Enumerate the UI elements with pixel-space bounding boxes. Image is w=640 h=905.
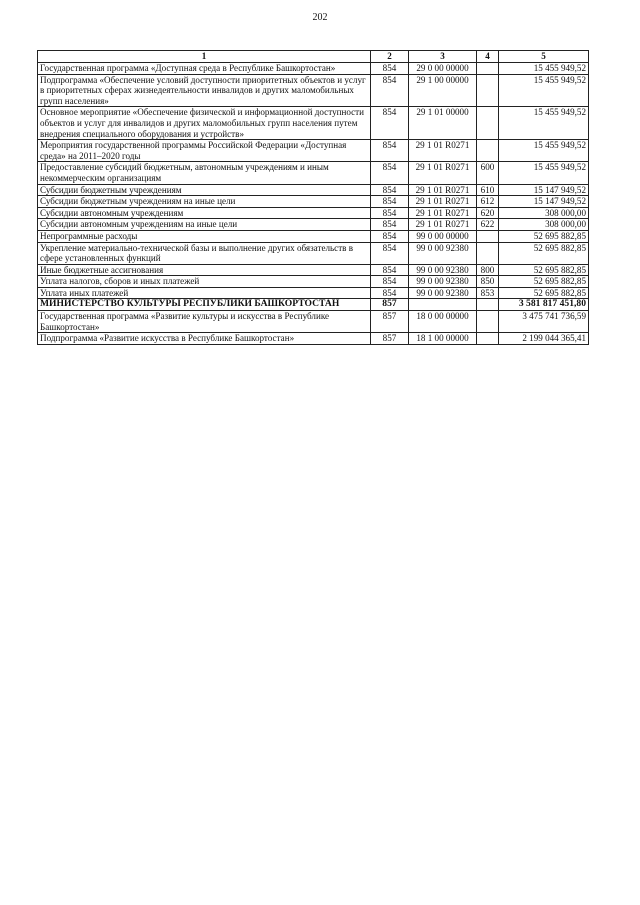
table-row [38, 276, 589, 288]
row-csr-cell: 29 1 01 R0271 [409, 184, 477, 196]
row-vr-cell [477, 140, 499, 162]
row-vr-cell: 853 [477, 287, 499, 299]
table-row [38, 140, 589, 162]
row-sum-cell: 15 147 949,52 [499, 196, 589, 208]
row-csr-cell: 29 1 01 R0271 [409, 196, 477, 208]
page-number: 202 [312, 12, 328, 23]
row-sum-cell: 52 695 882,85 [499, 242, 589, 264]
row-ved-cell: 854 [371, 184, 409, 196]
row-name-cell: Субсидии автономным учреждениям [38, 207, 371, 219]
row-sum-cell: 3 475 741 736,59 [499, 311, 589, 333]
table-row [38, 311, 589, 333]
table-row [38, 162, 589, 184]
row-name-cell: Непрограммные расходы [38, 230, 371, 242]
row-name-cell: МИНИСТЕРСТВО КУЛЬТУРЫ РЕСПУБЛИКИ БАШКОРТОСТАН [38, 299, 371, 311]
table-row [38, 230, 589, 242]
row-name-cell: Мероприятия государственной программы Российской Федерации «Доступная среда» на 2011–2020 годы [38, 140, 371, 162]
header-col-5: 5 [499, 51, 589, 63]
table-row [38, 333, 589, 345]
row-sum-cell: 52 695 882,85 [499, 276, 589, 288]
row-sum-cell: 52 695 882,85 [499, 264, 589, 276]
row-csr-cell: 29 1 01 R0271 [409, 207, 477, 219]
row-ved-cell: 854 [371, 287, 409, 299]
row-name-cell: Подпрограмма «Обеспечение условий доступности приоритетных объектов и услуг в приоритетных сферах жизнедеятельности инвалидов и других маломобильных групп населения» [38, 74, 371, 107]
row-csr-cell: 29 1 01 00000 [409, 107, 477, 140]
table-row [38, 242, 589, 264]
row-sum-cell: 52 695 882,85 [499, 287, 589, 299]
row-ved-cell: 854 [371, 207, 409, 219]
row-vr-cell: 622 [477, 219, 499, 231]
row-sum-cell: 15 455 949,52 [499, 63, 589, 75]
row-name-cell: Предоставление субсидий бюджетным, автономным учреждениям и иным некоммерческим организациям [38, 162, 371, 184]
row-csr-cell: 29 1 00 00000 [409, 74, 477, 107]
row-ved-cell: 854 [371, 140, 409, 162]
row-csr-cell: 99 0 00 00000 [409, 230, 477, 242]
table-row [38, 264, 589, 276]
table-header-row [38, 51, 589, 63]
row-ved-cell: 857 [371, 299, 409, 311]
row-ved-cell: 854 [371, 230, 409, 242]
row-vr-cell: 800 [477, 264, 499, 276]
row-vr-cell [477, 63, 499, 75]
row-sum-cell: 15 455 949,52 [499, 74, 589, 107]
row-csr-cell: 29 1 01 R0271 [409, 140, 477, 162]
row-name-cell: Основное мероприятие «Обеспечение физической и информационной доступности объектов и услуг для инвалидов и других маломобильных групп населения путем внедрения специального оборудования и устройств» [38, 107, 371, 140]
row-sum-cell: 52 695 882,85 [499, 230, 589, 242]
row-name-cell: Уплата иных платежей [38, 287, 371, 299]
table-row [38, 74, 589, 107]
row-name-cell: Укрепление материально-технической базы и выполнение других обязательств в сфере установленных функций [38, 242, 371, 264]
row-name-cell: Уплата налогов, сборов и иных платежей [38, 276, 371, 288]
table-row [38, 63, 589, 75]
row-vr-cell [477, 333, 499, 345]
row-name-cell: Субсидии бюджетным учреждениям [38, 184, 371, 196]
header-col-2: 2 [371, 51, 409, 63]
row-csr-cell: 18 0 00 00000 [409, 311, 477, 333]
row-sum-cell: 15 147 949,52 [499, 184, 589, 196]
table-row [38, 107, 589, 140]
row-ved-cell: 854 [371, 219, 409, 231]
row-csr-cell [409, 299, 477, 311]
table-row [38, 287, 589, 299]
header-col-3: 3 [409, 51, 477, 63]
budget-table [37, 50, 589, 345]
table-row [38, 196, 589, 208]
row-csr-cell: 29 0 00 00000 [409, 63, 477, 75]
row-vr-cell [477, 242, 499, 264]
row-name-cell: Субсидии автономным учреждениям на иные цели [38, 219, 371, 231]
row-vr-cell: 610 [477, 184, 499, 196]
header-col-4: 4 [477, 51, 499, 63]
row-vr-cell: 612 [477, 196, 499, 208]
row-ved-cell: 854 [371, 63, 409, 75]
table-row [38, 219, 589, 231]
row-csr-cell: 29 1 01 R0271 [409, 219, 477, 231]
table-row [38, 207, 589, 219]
row-ved-cell: 854 [371, 162, 409, 184]
row-csr-cell: 99 0 00 92380 [409, 264, 477, 276]
row-ved-cell: 857 [371, 333, 409, 345]
row-csr-cell: 99 0 00 92380 [409, 287, 477, 299]
row-vr-cell: 850 [477, 276, 499, 288]
row-name-cell: Государственная программа «Развитие культуры и искусства в Республике Башкортостан» [38, 311, 371, 333]
table-row [38, 299, 589, 311]
row-csr-cell: 99 0 00 92380 [409, 276, 477, 288]
row-vr-cell [477, 299, 499, 311]
row-ved-cell: 854 [371, 264, 409, 276]
row-name-cell: Подпрограмма «Развитие искусства в Республике Башкортостан» [38, 333, 371, 345]
row-sum-cell: 2 199 044 365,41 [499, 333, 589, 345]
row-vr-cell [477, 311, 499, 333]
row-sum-cell: 308 000,00 [499, 207, 589, 219]
row-ved-cell: 854 [371, 107, 409, 140]
row-vr-cell [477, 230, 499, 242]
row-ved-cell: 854 [371, 276, 409, 288]
row-name-cell: Государственная программа «Доступная среда в Республике Башкортостан» [38, 63, 371, 75]
row-ved-cell: 857 [371, 311, 409, 333]
header-col-1: 1 [38, 51, 371, 63]
row-sum-cell: 308 000,00 [499, 219, 589, 231]
table-row [38, 184, 589, 196]
row-vr-cell [477, 74, 499, 107]
row-ved-cell: 854 [371, 196, 409, 208]
row-vr-cell: 600 [477, 162, 499, 184]
row-csr-cell: 29 1 01 R0271 [409, 162, 477, 184]
row-ved-cell: 854 [371, 74, 409, 107]
row-ved-cell: 854 [371, 242, 409, 264]
row-vr-cell [477, 107, 499, 140]
row-name-cell: Иные бюджетные ассигнования [38, 264, 371, 276]
row-sum-cell: 3 581 817 451,80 [499, 299, 589, 311]
row-csr-cell: 18 1 00 00000 [409, 333, 477, 345]
row-sum-cell: 15 455 949,52 [499, 162, 589, 184]
row-vr-cell: 620 [477, 207, 499, 219]
row-name-cell: Субсидии бюджетным учреждениям на иные цели [38, 196, 371, 208]
row-sum-cell: 15 455 949,52 [499, 107, 589, 140]
row-sum-cell: 15 455 949,52 [499, 140, 589, 162]
row-csr-cell: 99 0 00 92380 [409, 242, 477, 264]
